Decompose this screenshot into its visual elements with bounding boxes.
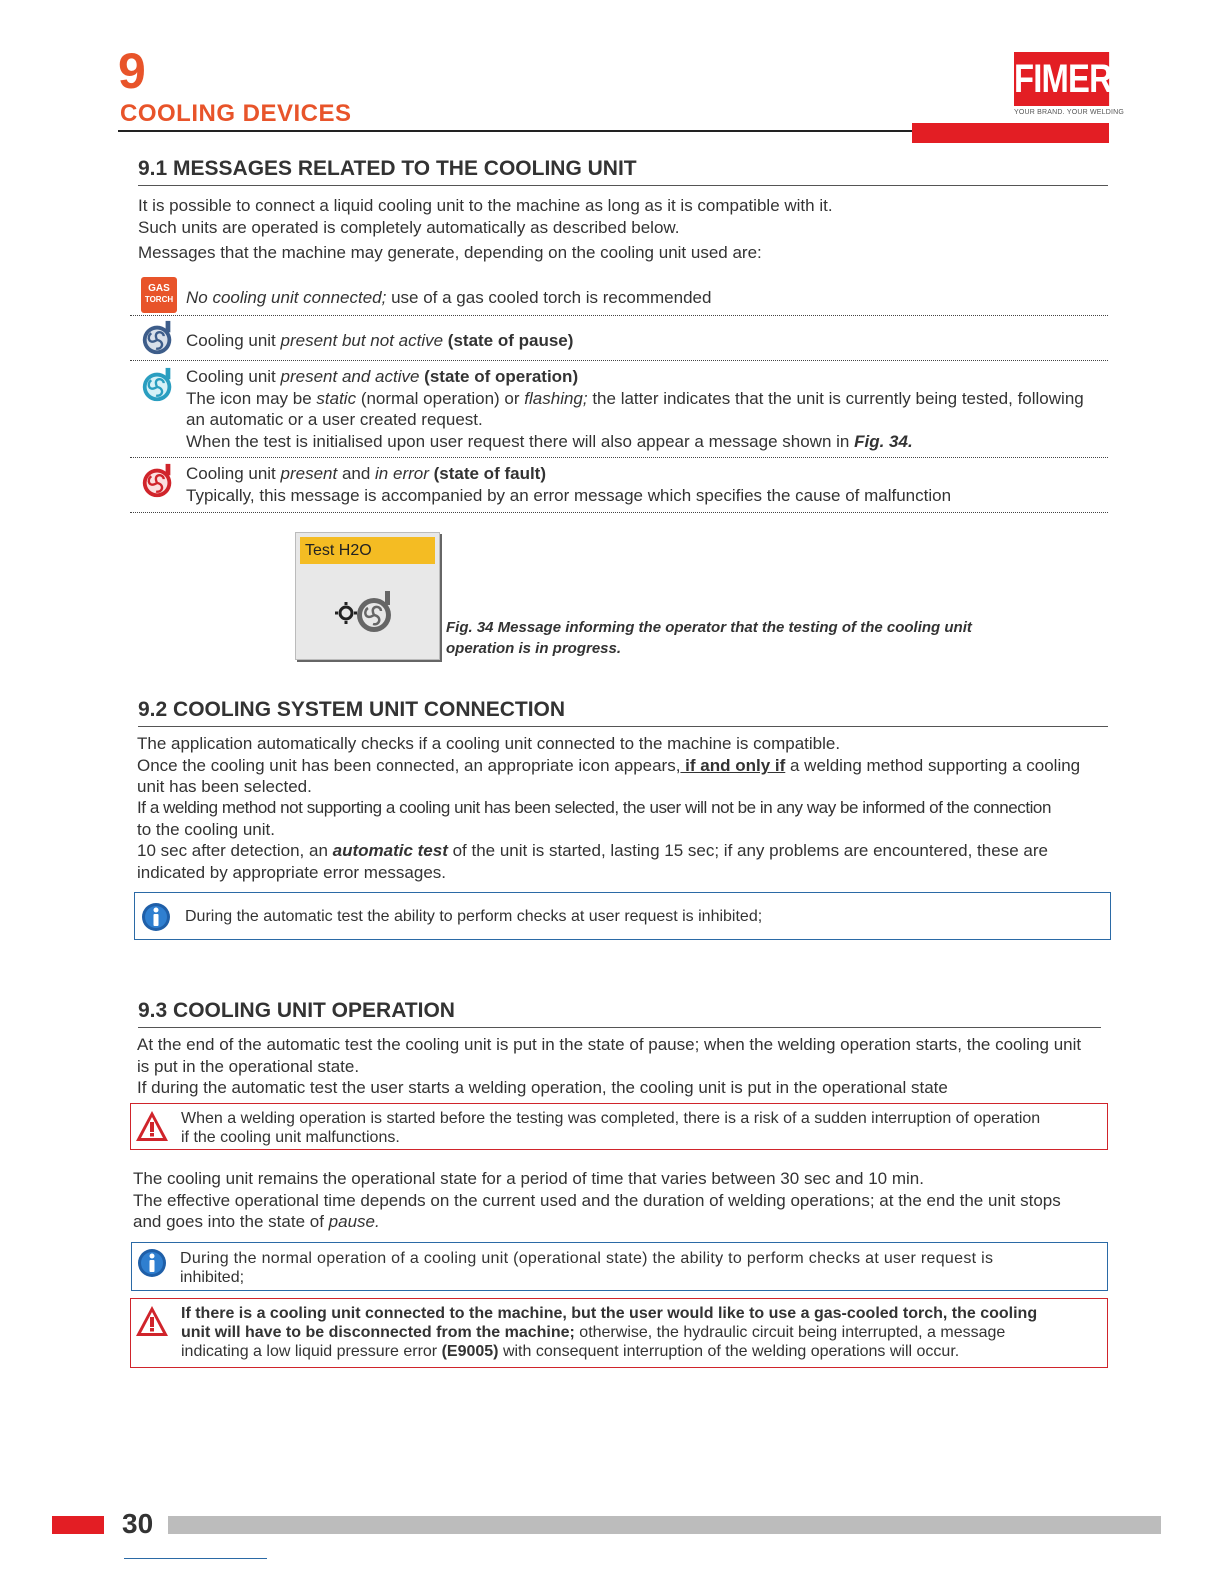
message-cooling-pause: Cooling unit present but not active (state of pause) — [186, 331, 574, 350]
s3-paragraph-2b: The effective operational time depends on the current used and the duration of welding operations; at the end the unit stops — [133, 1191, 1061, 1210]
warning-gas-line2: unit will have to be disconnected from the machine; otherwise, the hydraulic circuit being interrupted, a message — [181, 1324, 1006, 1341]
section-rule — [138, 185, 1108, 186]
figure-header: Test H2O — [300, 537, 435, 564]
divider — [130, 315, 1108, 316]
footer-blue-line — [124, 1558, 267, 1559]
section-title-9-2: 9.2 COOLING SYSTEM UNIT CONNECTION — [138, 698, 566, 721]
s3-paragraph-2c: and goes into the state of pause. — [133, 1212, 380, 1231]
message-cooling-active-line3: an automatic or a user created request. — [186, 410, 483, 429]
fimer-logo: FIMER — [1014, 52, 1109, 106]
s2-paragraph-1: The application automatically checks if a cooling unit connected to the machine is compatible. — [137, 734, 841, 753]
figure-34-test-screen — [295, 532, 440, 660]
footer-red-bar — [52, 1516, 104, 1534]
message-cooling-fault: Cooling unit present and in error (state of fault) — [186, 464, 546, 483]
header-red-bar — [912, 123, 1109, 143]
section-rule — [138, 1027, 1101, 1028]
chapter-title: COOLING DEVICES — [120, 100, 352, 127]
logo-tagline: YOUR BRAND. YOUR WELDING — [1014, 109, 1125, 116]
info-note-text: During the automatic test the ability to perform checks at user request is inhibited; — [185, 908, 763, 925]
page-number: 30 — [122, 1508, 154, 1539]
info-icon — [141, 902, 171, 932]
divider — [130, 360, 1108, 361]
s3-paragraph-1c: If during the automatic test the user starts a welding operation, the cooling unit is put in the operational state — [137, 1078, 948, 1097]
message-cooling-active-line2: The icon may be static (normal operation) or flashing; the latter indicates that the unit is currently being tested, following — [186, 389, 1084, 408]
s3-paragraph-1: At the end of the automatic test the cooling unit is put in the state of pause; when the welding operation starts, the cooling unit — [137, 1035, 1082, 1054]
cooling-active-icon — [139, 366, 177, 404]
divider — [130, 512, 1108, 513]
intro-line-1: It is possible to connect a liquid cooling unit to the machine as long as it is compatible with it. — [138, 196, 833, 215]
cooling-fault-icon — [139, 462, 177, 500]
chapter-rule — [118, 130, 913, 132]
info-note-operation — [131, 1242, 1108, 1291]
message-cooling-fault-line2: Typically, this message is accompanied by an error message which specifies the cause of malfunction — [186, 486, 952, 505]
warning-icon — [134, 1304, 170, 1338]
warning-note-early-weld — [130, 1103, 1108, 1150]
s3-paragraph-1b: is put in the operational state. — [137, 1057, 360, 1076]
info-icon — [137, 1248, 167, 1278]
warning-text-line1: When a welding operation is started before the testing was completed, there is a risk of a sudden interruption of operation — [181, 1110, 1041, 1127]
s2-paragraph-3b: to the cooling unit. — [137, 820, 275, 839]
intro-line-2: Such units are operated is completely automatically as described below. — [138, 218, 680, 237]
message-cooling-active-line4: When the test is initialised upon user request there will also appear a message shown in Fig. 34. — [186, 432, 913, 451]
section-title-9-3: 9.3 COOLING UNIT OPERATION — [138, 999, 455, 1022]
warning-gas-line1: If there is a cooling unit connected to the machine, but the user would like to use a gas-cooled torch, the cooling — [181, 1305, 1038, 1322]
gear-pump-icon — [334, 585, 404, 641]
chapter-number: 9 — [118, 43, 146, 99]
message-no-cooling-unit: No cooling unit connected; use of a gas cooled torch is recommended — [186, 288, 712, 307]
info-note-automatic-test — [134, 892, 1111, 940]
section-rule — [138, 726, 1108, 727]
warning-icon — [134, 1109, 170, 1143]
info-note-text-line2: inhibited; — [180, 1269, 245, 1286]
s3-paragraph-2: The cooling unit remains the operational state for a period of time that varies between 30 sec and 10 min. — [133, 1169, 924, 1188]
footer-grey-bar — [168, 1516, 1161, 1534]
figure-34-caption: Fig. 34 Message informing the operator that the testing of the cooling unit operation is in progress. — [446, 619, 972, 657]
gas-torch-icon: GAS TORCH — [141, 277, 177, 313]
divider — [130, 457, 1108, 458]
s2-paragraph-3: If a welding method not supporting a cooling unit has been selected, the user will not be in any way be informed of the connection — [137, 798, 1051, 817]
warning-note-gas-torch — [130, 1298, 1108, 1368]
s2-paragraph-4b: indicated by appropriate error messages. — [137, 863, 446, 882]
info-note-text-line1: During the normal operation of a cooling unit (operational state) the ability to perform checks at user request is — [180, 1250, 994, 1267]
warning-gas-line3: indicating a low liquid pressure error (E9005) with consequent interruption of the welding operations will occur. — [181, 1343, 960, 1360]
warning-text-line2: if the cooling unit malfunctions. — [181, 1129, 400, 1146]
s2-paragraph-4: 10 sec after detection, an automatic test of the unit is started, lasting 15 sec; if any problems are encountered, these are — [137, 841, 1048, 860]
s2-paragraph-2b: unit has been selected. — [137, 777, 312, 796]
intro-line-3: Messages that the machine may generate, depending on the cooling unit used are: — [138, 243, 762, 262]
cooling-pause-icon — [139, 319, 177, 357]
section-title-9-1: 9.1 MESSAGES RELATED TO THE COOLING UNIT — [138, 157, 637, 180]
message-cooling-active: Cooling unit present and active (state of operation) — [186, 367, 579, 386]
s2-paragraph-2: Once the cooling unit has been connected, an appropriate icon appears, if and only if a welding method supporting a cooling — [137, 756, 1081, 775]
